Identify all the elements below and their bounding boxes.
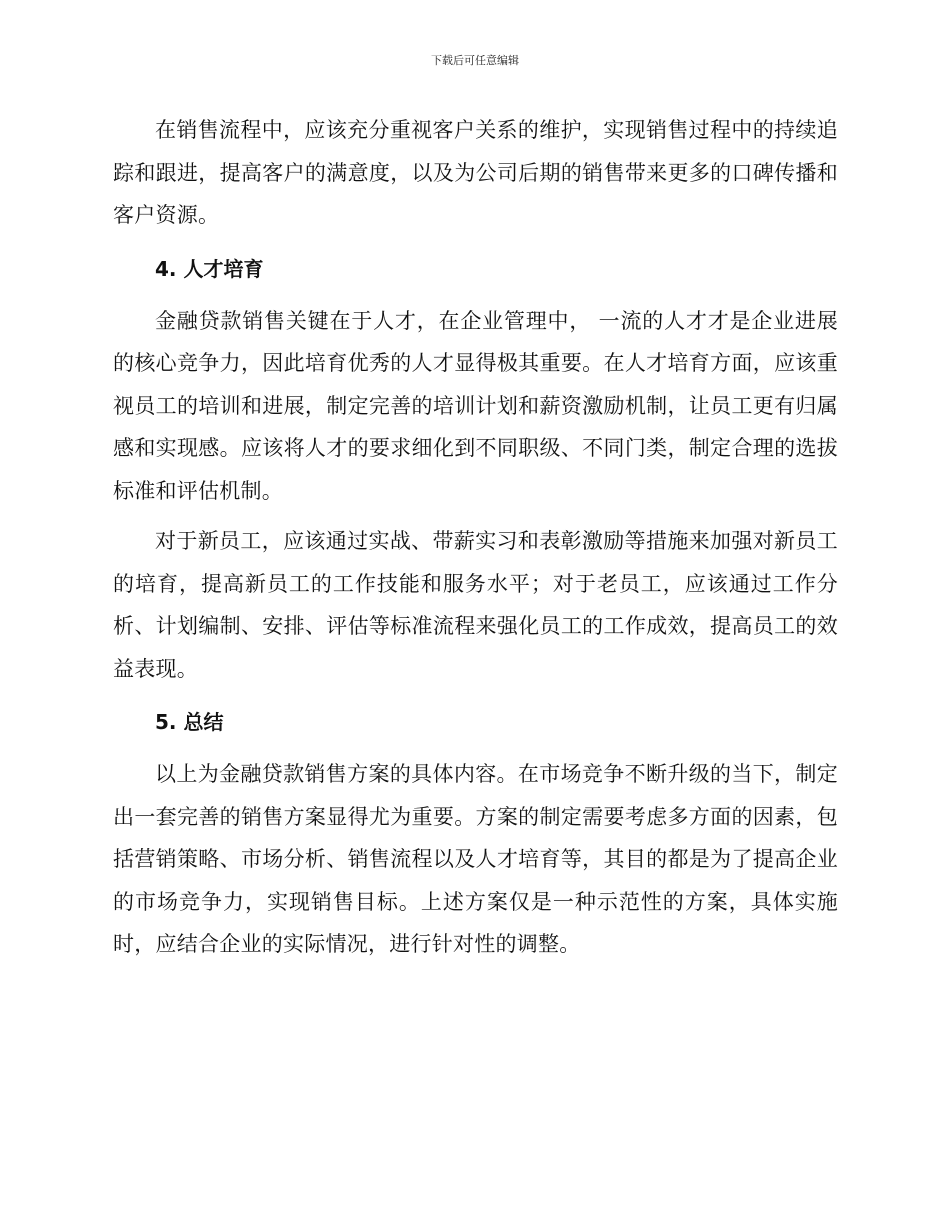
paragraph-sales-process: 在销售流程中，应该充分重视客户关系的维护，实现销售过程中的持续追踪和跟进，提高客户的满意度，以及为公司后期的销售带来更多的口碑传播和客户资源。 <box>113 118 838 227</box>
section-heading-talent: 4. 人才培育 <box>155 256 264 281</box>
paragraph-talent-staff: 对于新员工，应该通过实战、带薪实习和表彰激励等措施来加强对新员工的培育，提高新员工的工作技能和服务水平；对于老员工，应该通过工作分析、计划编制、安排、评估等标准流程来强化员工的工作成效，提高员工的效益表现。 <box>113 529 838 681</box>
paragraph-talent-key: 金融贷款销售关键在于人才，在企业管理中， 一流的人才才是企业进展的核心竞争力，因此培育优秀的人才显得极其重要。在人才培育方面，应该重视员工的培训和进展，制定完善的培训计划和薪资激励机制，让员工更有归属感和实现感。应该将人才的要求细化到不同职级、不同门类，制定合理的选拔标准和评估机制。 <box>113 308 838 503</box>
section-heading-summary: 5. 总结 <box>155 710 224 734</box>
page-header: 下载后可任意编辑 <box>431 54 519 67</box>
document-body <box>113 109 838 966</box>
paragraph-summary: 以上为金融贷款销售方案的具体内容。在市场竞争不断升级的当下，制定出一套完善的销售方案显得尤为重要。方案的制定需要考虑多方面的因素，包括营销策略、市场分析、销售流程以及人才培育等，其目的都是为了提高企业的市场竞争力，实现销售目标。上述方案仅是一种示范性的方案，具体实施时，应结合企业的实际情况，进行针对性的调整。 <box>113 762 838 956</box>
